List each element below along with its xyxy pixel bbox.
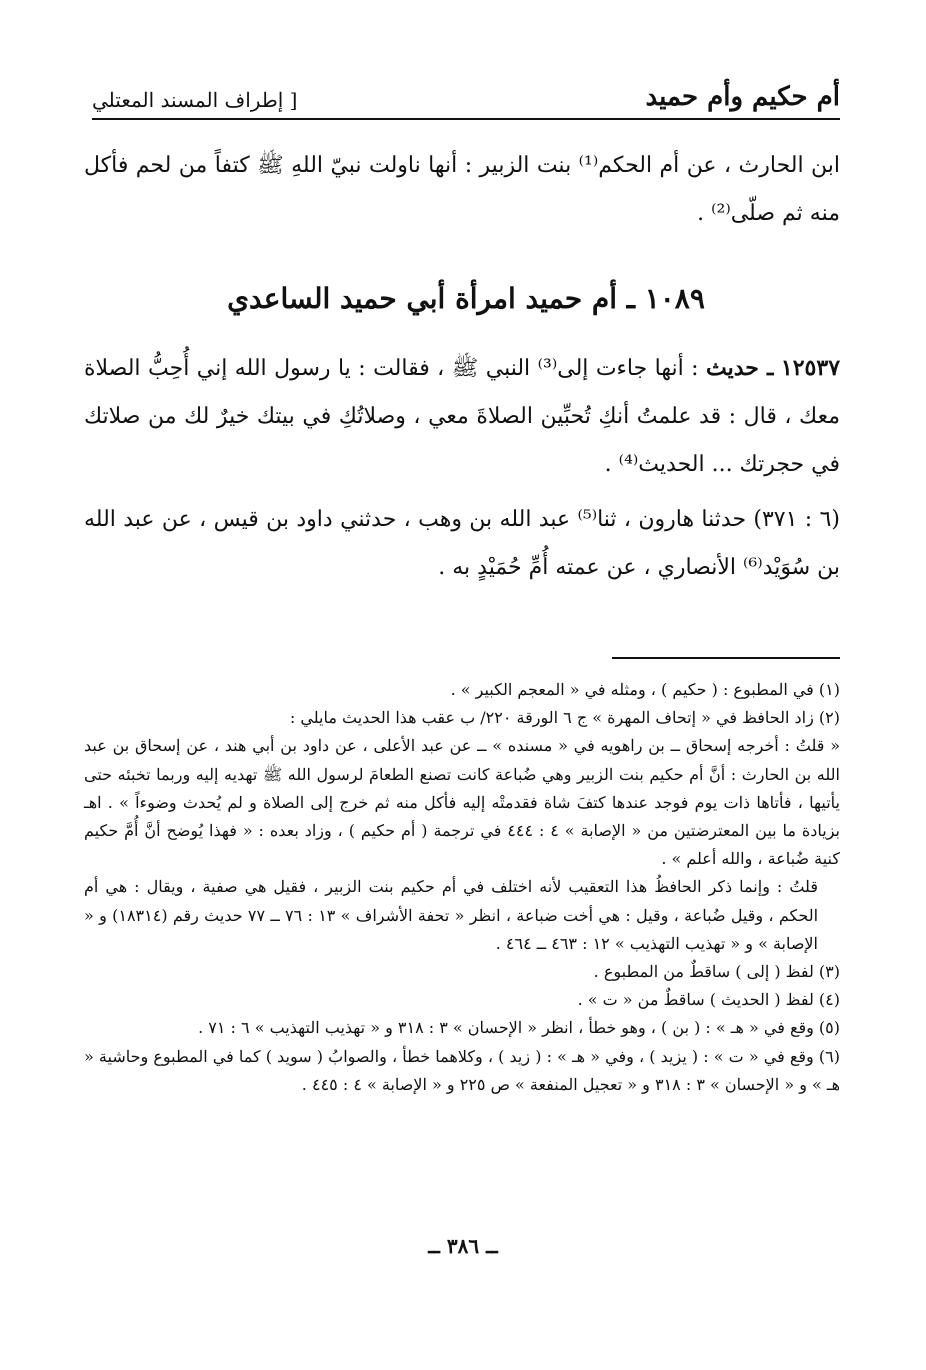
hadith-number: ١٢٥٣٧: [780, 355, 841, 381]
hadith-paragraph: [84, 344, 840, 489]
footnote-2: (٢) زاد الحافظ في « إتحاف المهرة » ج ٦ الورقة ٢٢٠/ ب عقب هذا الحديث مايلي :: [289, 708, 840, 728]
running-header: [92, 82, 840, 120]
footnote-2-quote: « قلتُ : أخرجه إسحاق ــ بن راهويه في « مسنده » ــ عن عبد الأعلى ، عن داود بن أبي هند ، عن إسحاق بن عبد الله بن الحارث : أنَّ أم حكيم بنت الزبير وهي ضُباعة كانت تصنع الطعامَ لرسول الله ﷺ تهديه إليه وربما تخبئه حتى يأتيها ، فأتاها ذات يوم فوجد عندها كتفَ شاة فقدمتْه إليه فأكل منه ثم خرج إلى الصلاة و لم يُحدث وضوءاً » . اهـ بزيادة ما بين المعترضتين من « الإصابة » ٤ : ٤٤٤ في ترجمة ( أم حكيم ) ، وزاد بعده : « فهذا يُوضح أنَّ أُمَّ حكيم كنية ضُباعة ، والله أعلم » .: [84, 736, 841, 869]
footnote-5: (٥) وقع في « هـ » : ( بن ) ، وهو خطأ ، انظر « الإحسان » ٣ : ٣١٨ و « تهذيب التهذيب » ٦ : ٧١ .: [198, 1018, 840, 1038]
hadith-text: : أنها جاءت إلى⁽³⁾ النبي ﷺ ، فقالت : يا رسول الله إني أُحِبُّ الصلاة معك ، قال : قد علمتُ أنكِ تُحبِّين الصلاةَ معي ، وصلاتُكِ في بيتك خيرٌ لك من صلاتك في حجرتك ... الحديث⁽⁴⁾ .: [84, 356, 840, 477]
page-number: ــ ٣٨٦ ــ: [428, 1234, 498, 1258]
footnote-4: (٤) لفظ ( الحديث ) ساقطٌ من « ت » .: [577, 990, 840, 1010]
section-heading: ١٠٨٩ ـ أم حميد امرأة أبي حميد الساعدي: [227, 282, 705, 315]
footnote-3: (٣) لفظ ( إلى ) ساقطٌ من المطبوع .: [593, 962, 840, 982]
continuation-paragraph: ابن الحارث ، عن أم الحكم⁽¹⁾ بنت الزبير : أنها ناولت نبيّ اللهِ ﷺ كتفاً من لحم فأكل منه ثم صلّى⁽²⁾ .: [84, 153, 841, 226]
footnotes: [84, 676, 840, 1099]
isnad-paragraph: (٦ : ٣٧١) حدثنا هارون ، ثنا⁽⁵⁾ عبد الله بن وهب ، حدثني داود بن قيس ، عن عبد الله بن سُوَيْد⁽⁶⁾ الأنصاري ، عن عمته أُمِّ حُمَيْدٍ به .: [84, 507, 840, 580]
footnote-2-comment: قلتُ : وإنما ذكر الحافظُ هذا التعقيب لأنه اختلف في أم حكيم بنت الزبير ، فقيل هي صفية ، ويقال : هي أم الحكم ، وقيل ضُباعة ، وقيل : هي أخت ضباعة ، انظر « تحفة الأشراف » ١٣ : ٧٦ ــ ٧٧ حديث رقم (١٨٣١٤) و « الإصابة » و « تهذيب التهذيب » ١٢ : ٤٦٣ ــ ٤٦٤ .: [84, 877, 819, 953]
book-title: [ إطراف المسند المعتلي: [92, 88, 298, 112]
hadith-keyword: ـ حديث: [706, 355, 774, 381]
section-title: أم حكيم وأم حميد: [645, 82, 840, 112]
footnote-1: (١) في المطبوع : ( حكيم ) ، ومثله في « المعجم الكبير » .: [450, 680, 840, 699]
footnote-6: (٦) وقع في « ت » : ( يزيد ) ، وفي « هـ » : ( زيد ) ، وكلاهما خطأ ، والصوابُ ( سويد ) كما في المطبوع وحاشية « هـ » و « الإحسان » ٣ : ٣١٨ و « تعجيل المنفعة » ص ٢٢٥ و « الإصابة » ٤ : ٤٤٥ .: [84, 1046, 840, 1094]
footnote-separator: [612, 657, 840, 659]
